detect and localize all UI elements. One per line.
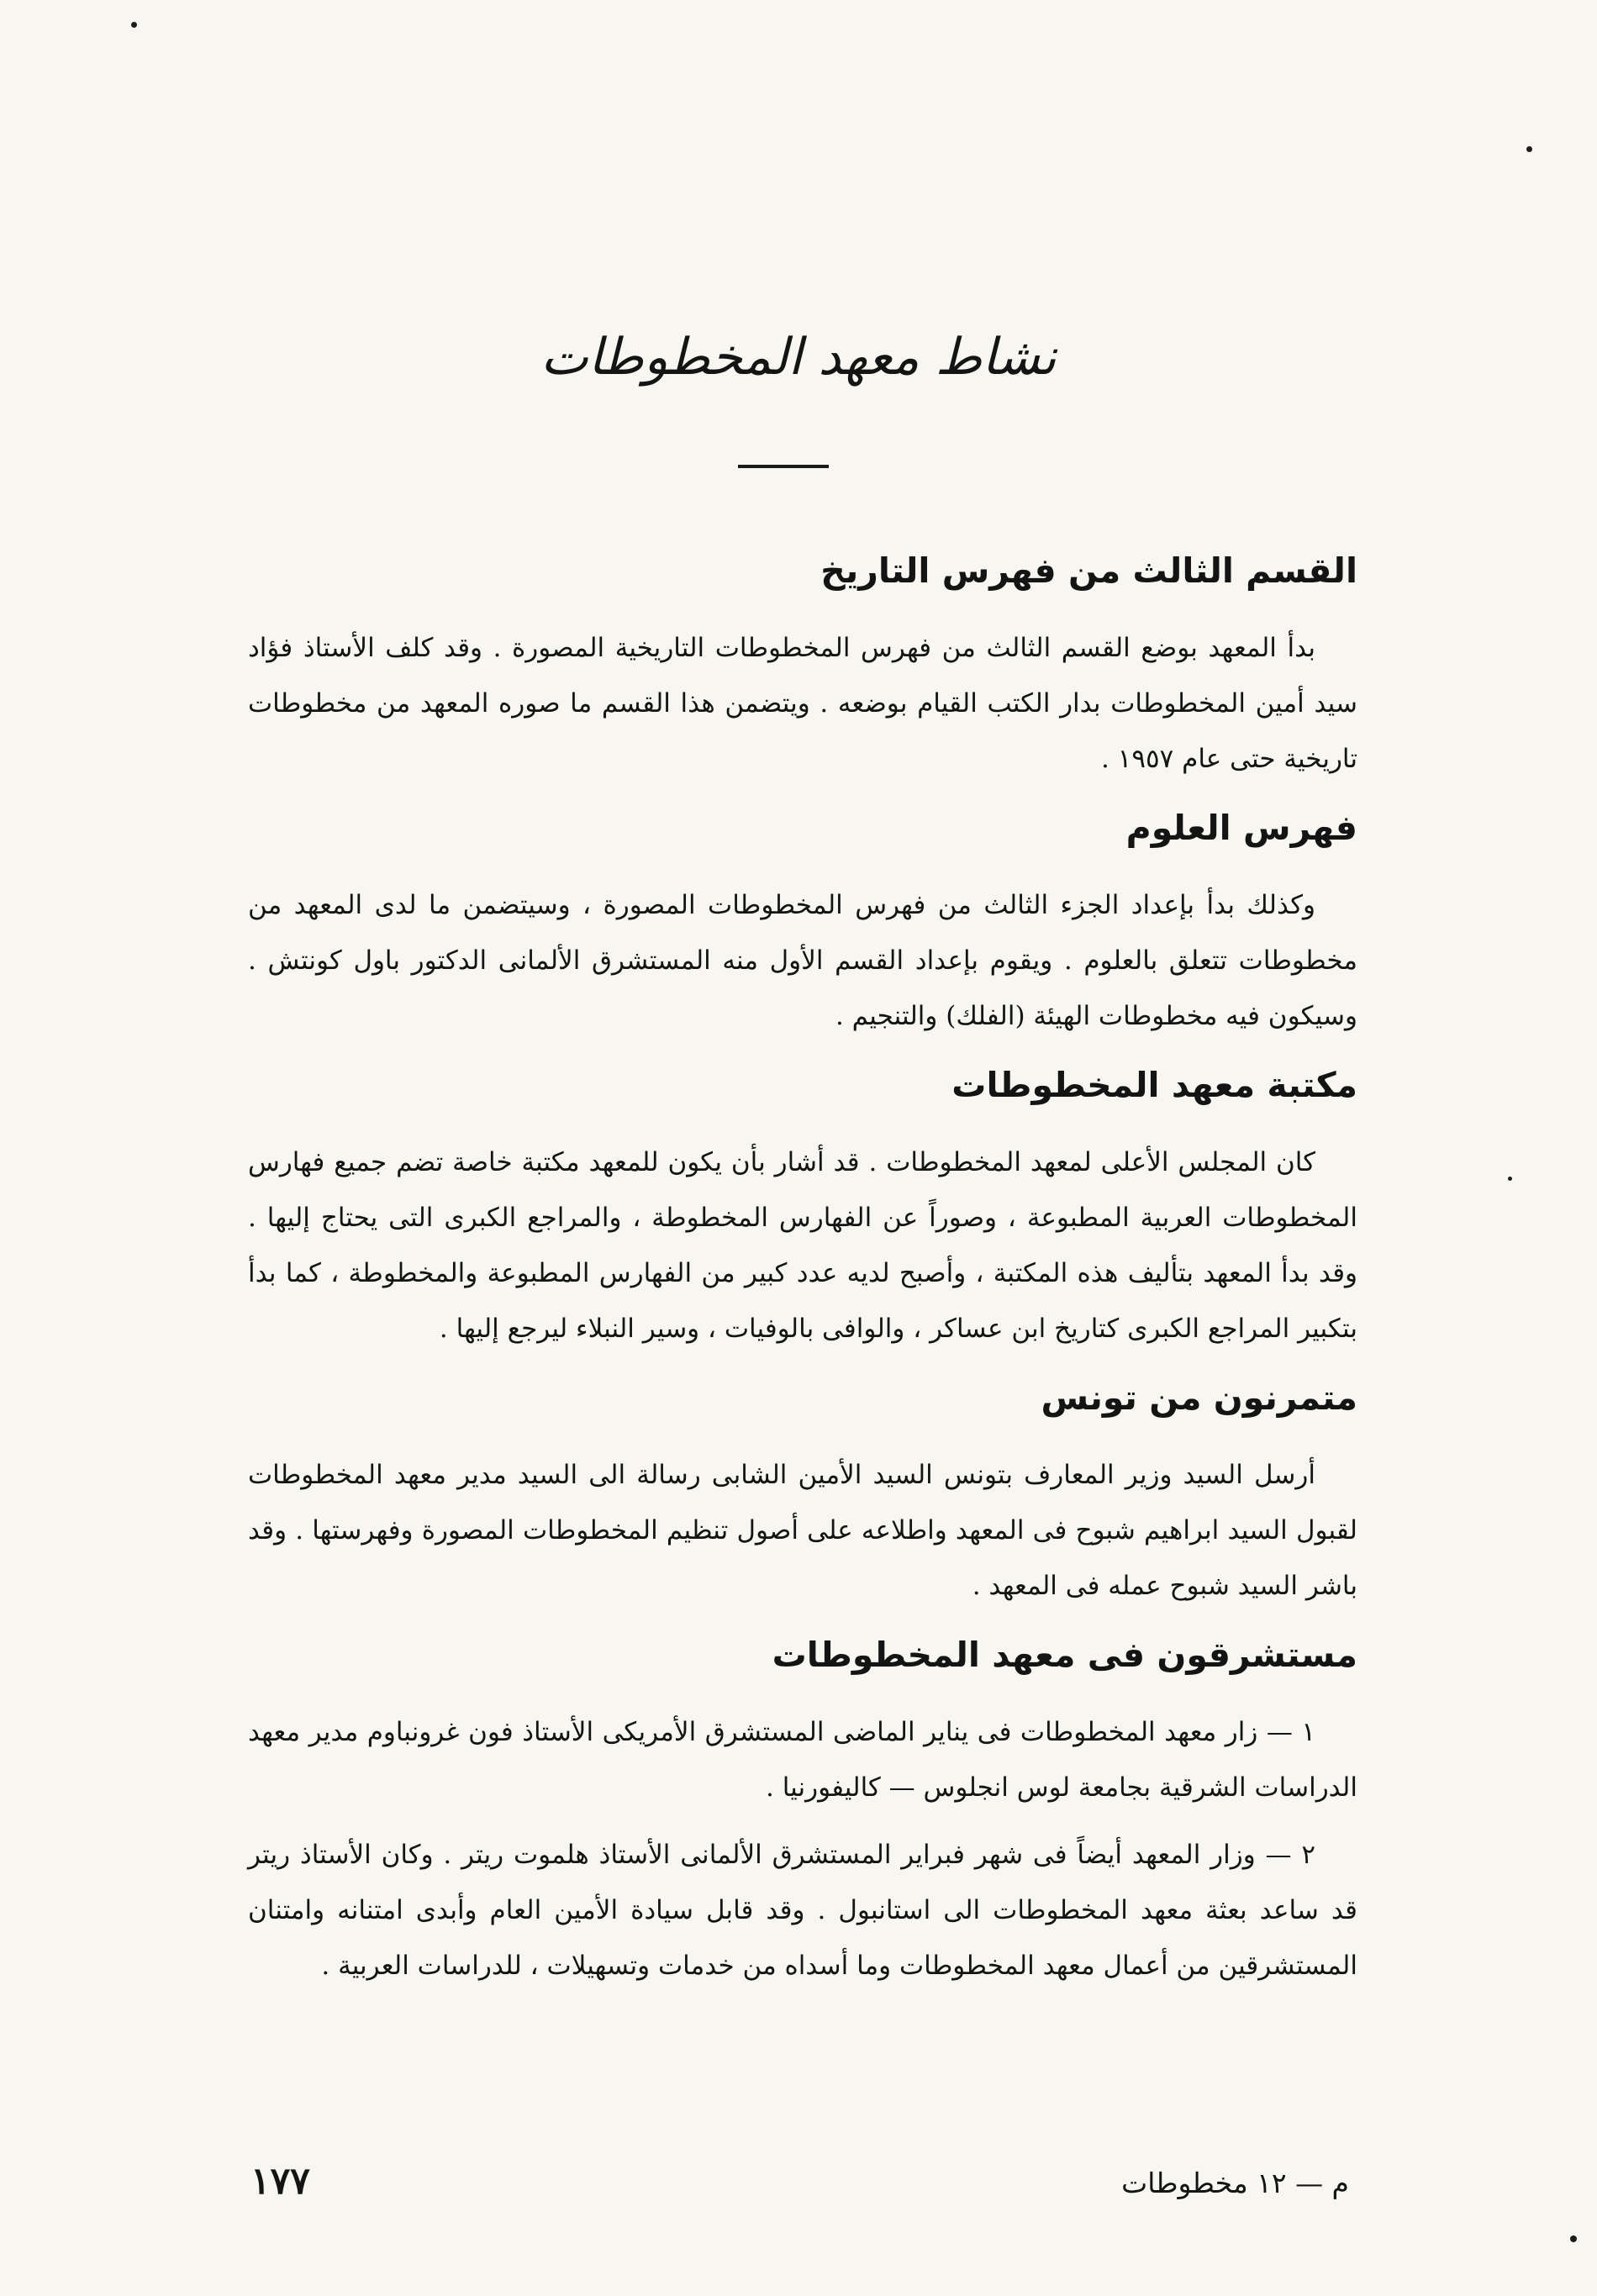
section-orientalists — [248, 1630, 1357, 1993]
section-paragraph: بدأ المعهد بوضع القسم الثالث من فهرس المخطوطات التاريخية المصورة . وقد كلف الأستاذ فؤاد سيد أمين المخطوطات بدار الكتب القيام بوضعه . ويتضمن هذا القسم ما صوره المعهد من مخطوطات تاريخية حتى عام ١٩٥٧ . — [248, 633, 1357, 774]
title-underline — [738, 465, 829, 468]
section-heading: القسم الثالث من فهرس التاريخ — [820, 550, 1357, 591]
section-heading: مستشرقون فى معهد المخطوطات — [772, 1635, 1357, 1675]
section-paragraph: ٢ — وزار المعهد أيضاً فى شهر فبراير المستشرق الألمانى الأستاذ هلموت ريتر . وكان الأستاذ ريتر قد ساعد بعثة معهد المخطوطات الى استانبول . وقد قابل سيادة الأمين العام وأبدى امتنانه وامتنان المستشرقين من أعمال معهد المخطوطات وما أسداه من خدمات وتسهيلات ، للدراسات العربية . — [248, 1840, 1357, 1981]
section-sciences-index — [248, 803, 1357, 1044]
section-heading: مكتبة معهد المخطوطات — [951, 1065, 1357, 1105]
section-paragraph: ١ — زار معهد المخطوطات فى يناير الماضى المستشرق الأمريكى الأستاذ فون غرونباوم مدير معهد الدراسات الشرقية بجامعة لوس انجلوس — كاليفورنيا . — [248, 1717, 1357, 1803]
scan-speck — [1508, 1177, 1512, 1181]
section-tunis-trainees — [248, 1373, 1357, 1614]
section-history-index — [248, 546, 1357, 787]
section-paragraph: أرسل السيد وزير المعارف بتونس السيد الأمين الشابى رسالة الى السيد مدير معهد المخطوطات لقبول السيد ابراهيم شبوح فى المعهد واطلاعه على أصول تنظيم المخطوطات المصورة وفهرستها . وقد باشر السيد شبوح عمله فى المعهد . — [248, 1460, 1357, 1601]
scan-speck — [1570, 2235, 1577, 2242]
footer-signature: م — ١٢ مخطوطات — [1121, 2167, 1349, 2199]
page-title: نشاط معهد المخطوطات — [540, 328, 1057, 387]
scan-speck — [131, 22, 137, 28]
section-paragraph: كان المجلس الأعلى لمعهد المخطوطات . قد أشار بأن يكون للمعهد مكتبة خاصة تضم جميع فهارس المخطوطات العربية المطبوعة ، وصوراً عن الفهارس المخطوطة ، والمراجع الكبرى التى يحتاج إليها . وقد بدأ المعهد بتأليف هذه المكتبة ، وأصبح لديه عدد كبير من الفهارس المطبوعة والمخطوطة ، كما بدأ بتكبير المراجع الكبرى كتاريخ ابن عساكر ، والوافى بالوفيات ، وسير النبلاء ليرجع إليها . — [248, 1147, 1357, 1344]
section-institute-library — [248, 1061, 1357, 1356]
section-paragraph: وكذلك بدأ بإعداد الجزء الثالث من فهرس المخطوطات المصورة ، وسيتضمن ما لدى المعهد من مخطوطات تتعلق بالعلوم . ويقوم بإعداد القسم الأول منه المستشرق الألمانى الدكتور باول كونتش . وسيكون فيه مخطوطات الهيئة (الفلك) والتنجيم . — [248, 890, 1357, 1031]
page-number: ١٧٧ — [250, 2160, 310, 2203]
section-heading: متمرنون من تونس — [1041, 1377, 1357, 1418]
section-heading: فهرس العلوم — [1125, 808, 1357, 848]
scan-speck — [1526, 146, 1532, 152]
article-body — [248, 546, 1357, 2010]
